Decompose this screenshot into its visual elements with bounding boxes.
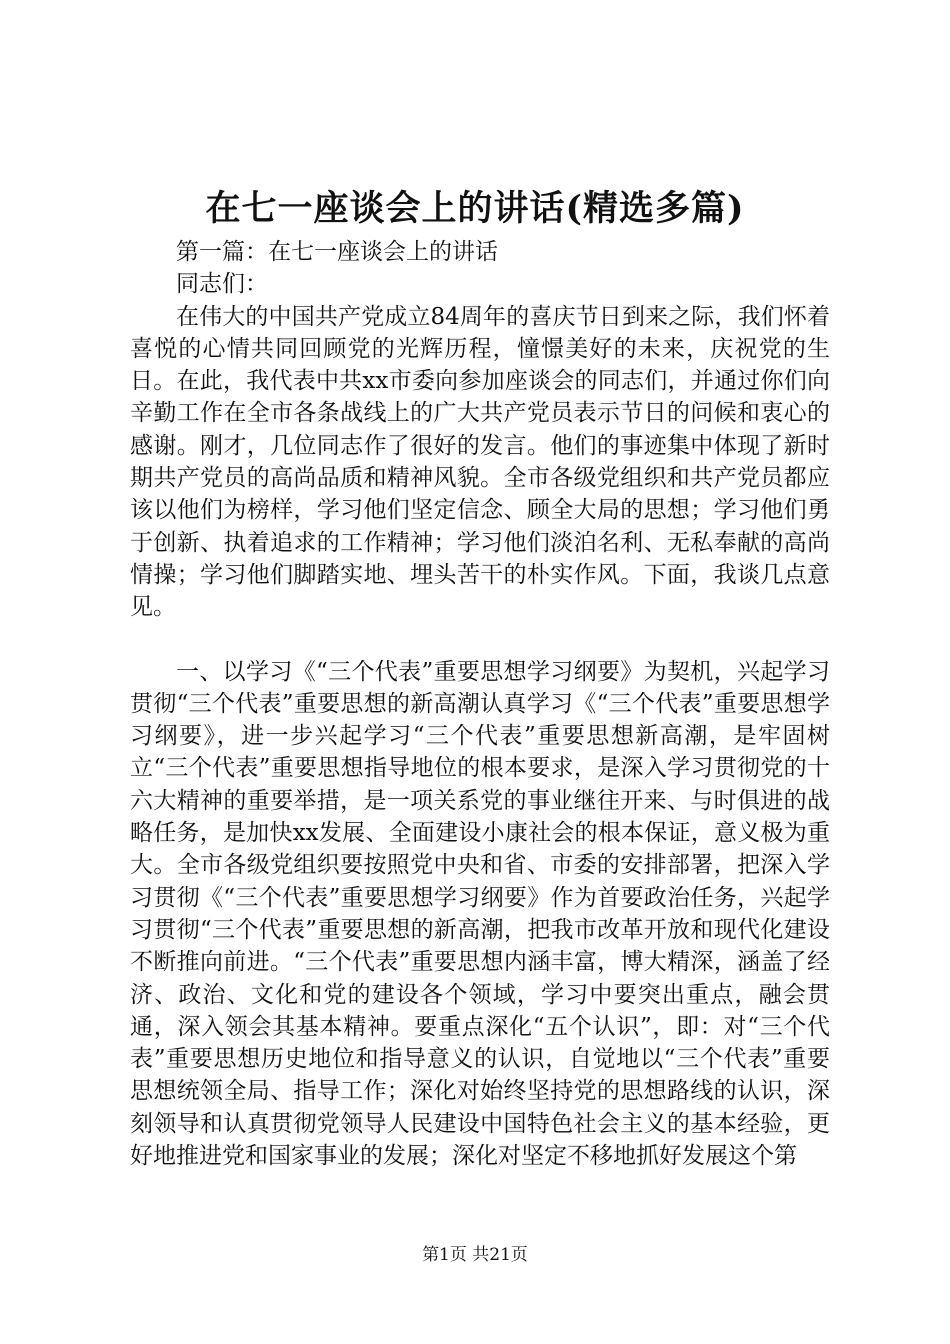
section-heading: 第一篇：在七一座谈会上的讲话	[176, 239, 498, 265]
document-body	[130, 236, 830, 1172]
paragraph-point-one: 一、以学习《“三个代表”重要思想学习纲要》为契机，兴起学习贯彻“三个代表”重要思想的新高潮认真学习《“三个代表”重要思想学习纲要》，进一步兴起学习“三个代表”重要思想新高潮，是牢固树立“三个代表”重要思想指导地位的根本要求，是深入学习贯彻党的十六大精神的重要举措，是一项关系党的事业继往开来、与时俱进的战略任务，是加快xx发展、全面建设小康社会的根本保证，意义极为重大。全市各级党组织要按照党中央和省、市委的安排部署，把深入学习贯彻《“三个代表”重要思想学习纲要》作为首要政治任务，兴起学习贯彻“三个代表”重要思想的新高潮，把我市改革开放和现代化建设不断推向前进。“三个代表”重要思想内涵丰富，博大精深，涵盖了经济、政治、文化和党的建设各个领域，学习中要突出重点，融会贯通，深入领会其基本精神。要重点深化“五个认识”，即：对“三个代表”重要思想历史地位和指导意义的认识，自觉地以“三个代表”重要思想统领全局、指导工作；深化对始终坚持党的思想路线的认识，深刻领导和认真贯彻党领导人民建设中国特色社会主义的基本经验，更好地推进党和国家事业的发展；深化对坚定不移地抓好发展这个第	[130, 658, 830, 1170]
paragraph-opening: 在伟大的中国共产党成立84周年的喜庆节日到来之际，我们怀着喜悦的心情共同回顾党的光辉历程，憧憬美好的未来，庆祝党的生日。在此，我代表中共xx市委向参加座谈会的同志们，并通过你们向辛勤工作在全市各条战线上的广大共产党员表示节日的问候和衷心的感谢。刚才，几位同志作了很好的发言。他们的事迹集中体现了新时期共产党员的高尚品质和精神风貌。全市各级党组织和共产党员都应该以他们为榜样，学习他们坚定信念、顾全大局的思想；学习他们勇于创新、执着追求的工作精神；学习他们淡泊名利、无私奉献的高尚情操；学习他们脚踏实地、埋头苦干的朴实作风。下面，我谈几点意见。	[130, 303, 830, 621]
page-number-footer: 第1页 共21页	[422, 1245, 528, 1265]
paragraph-spacer	[130, 624, 830, 656]
salutation: 同志们：	[176, 271, 268, 298]
document-title: 在七一座谈会上的讲话(精选多篇)	[205, 188, 745, 229]
